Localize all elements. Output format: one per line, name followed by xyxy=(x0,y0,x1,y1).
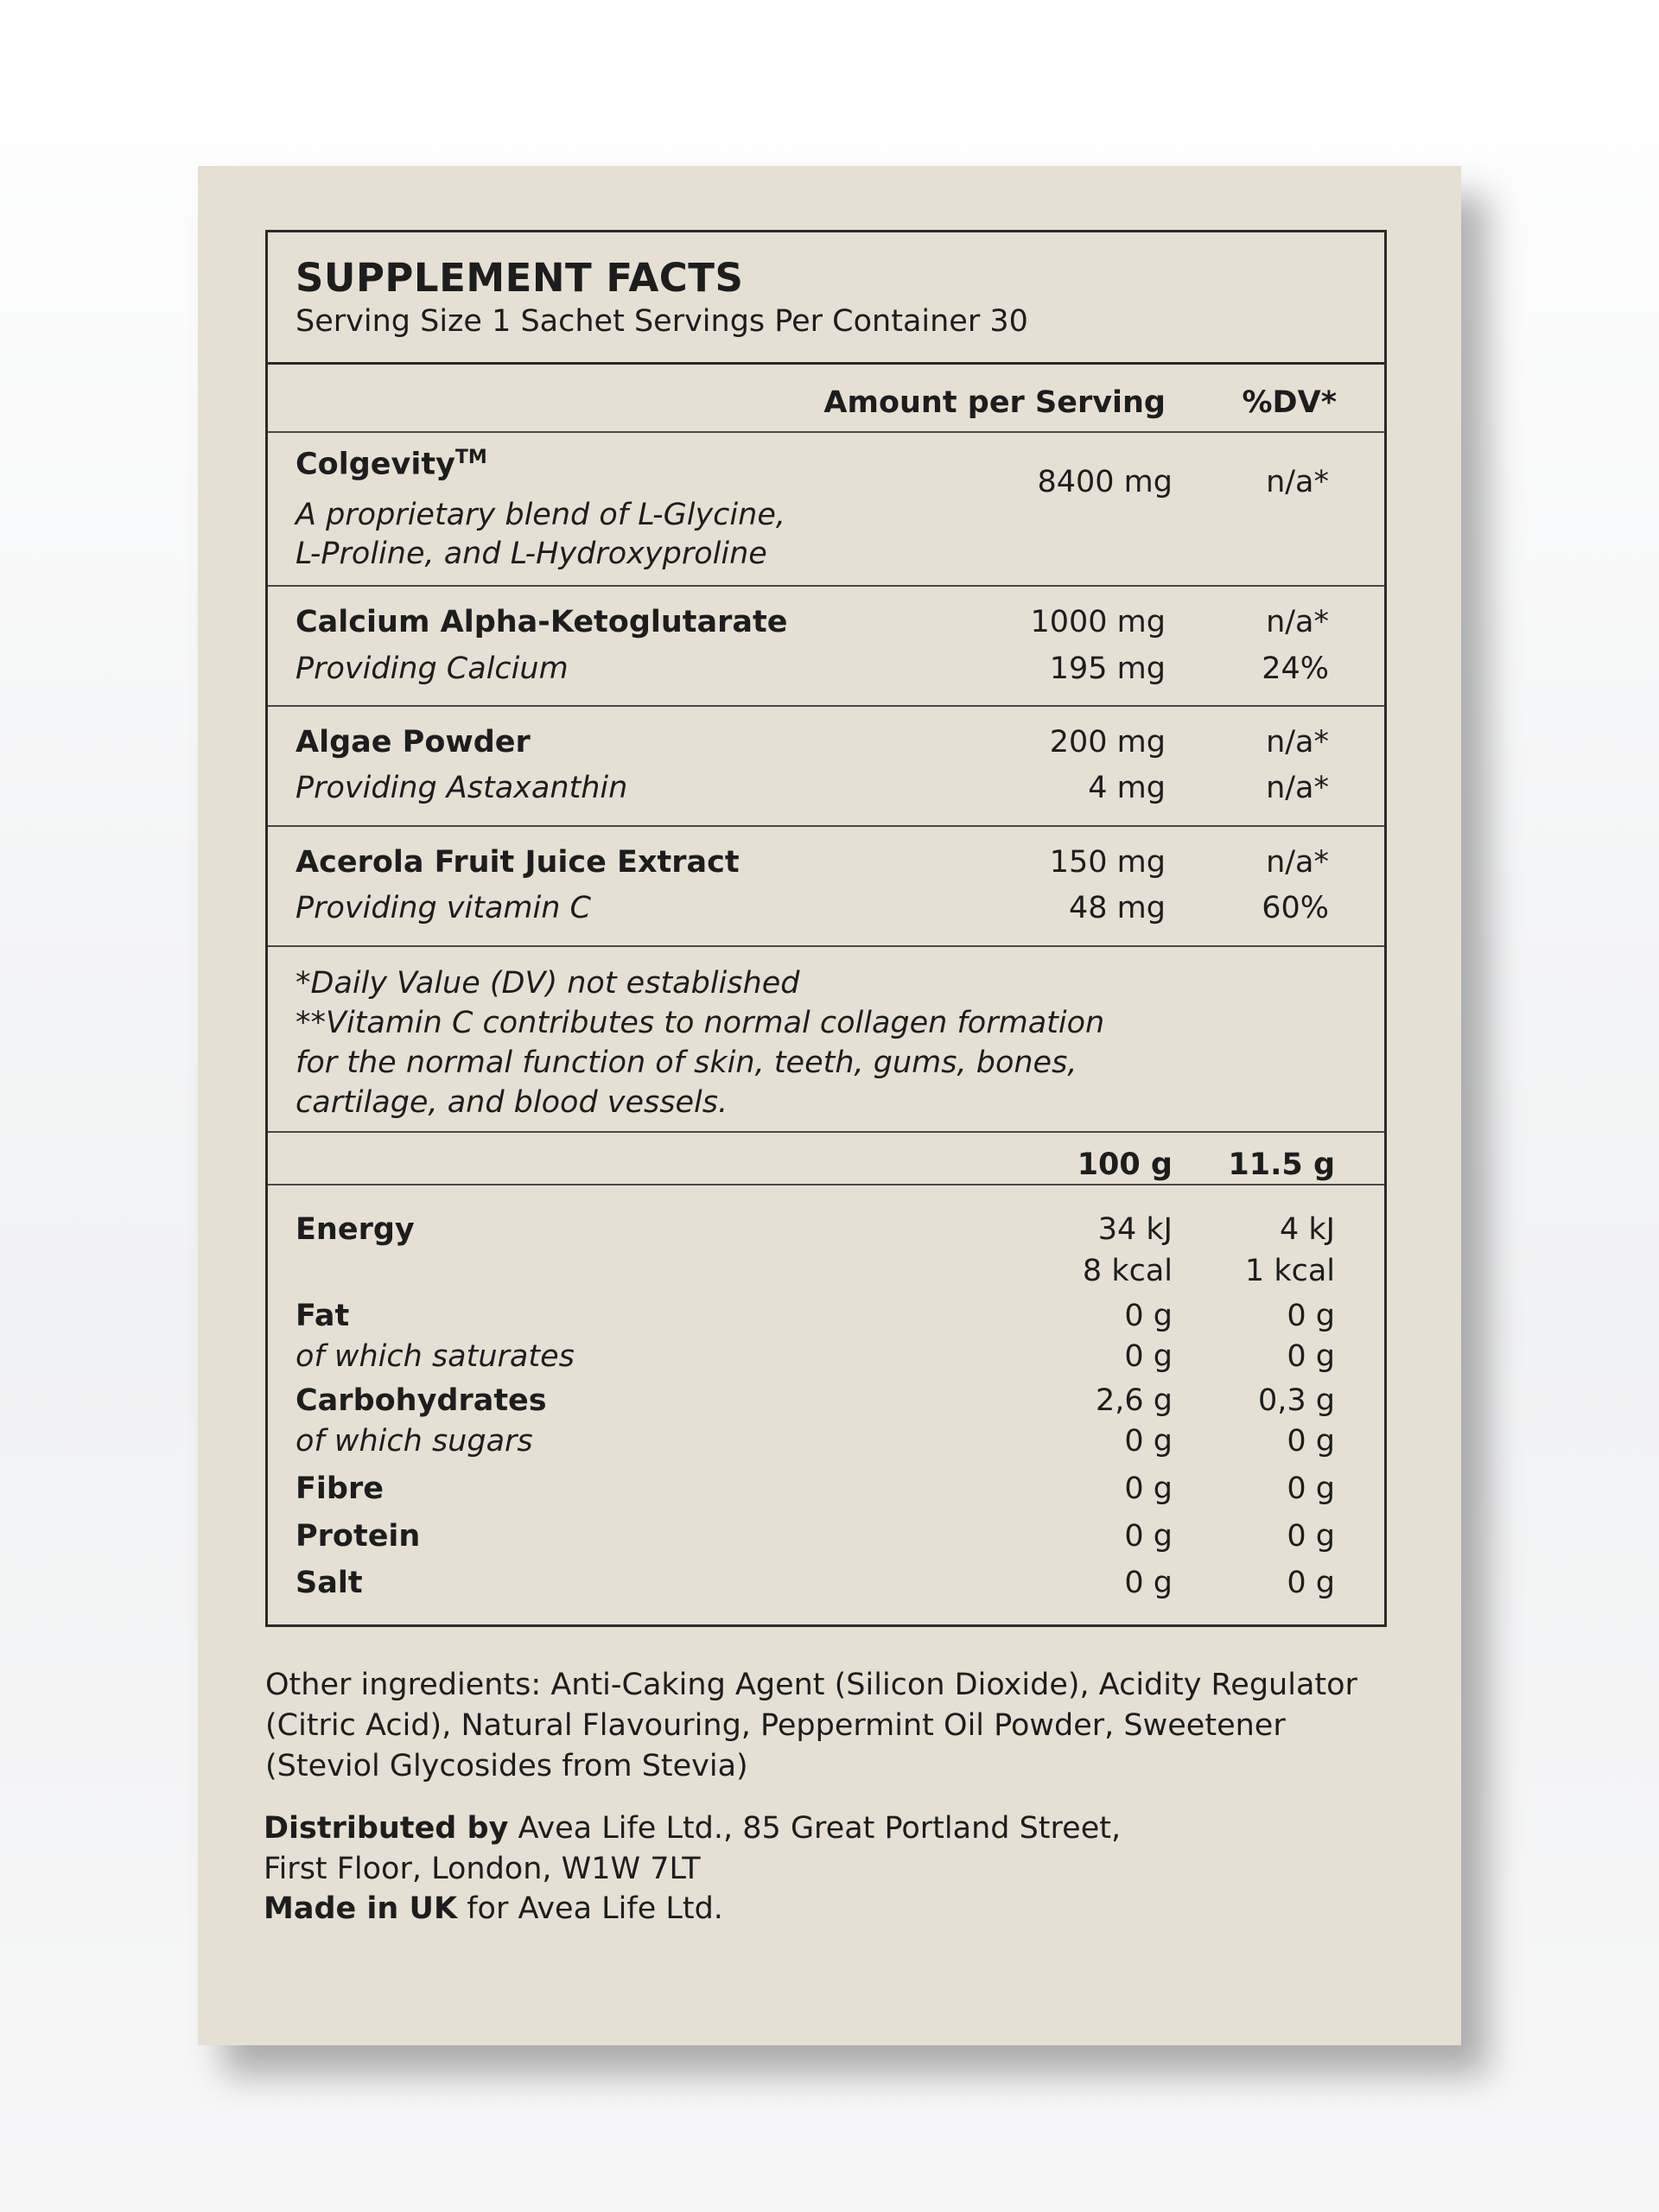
ingredient-sub-name: Providing vitamin C xyxy=(296,891,591,925)
made-label: Made in UK xyxy=(264,1891,458,1926)
nutrient-name: Energy xyxy=(296,1212,415,1247)
footnote: cartilage, and blood vessels. xyxy=(296,1085,728,1120)
nutrient-per-serving: 0 g xyxy=(1287,1424,1335,1459)
nutrient-per-100g: 0 g xyxy=(1124,1339,1173,1374)
footnote: *Daily Value (DV) not established xyxy=(296,966,800,1001)
nutrient-per-serving: 0 g xyxy=(1287,1566,1335,1600)
nutrition-header-serving: 11.5 g xyxy=(1228,1147,1335,1182)
distributor-info xyxy=(264,1808,1121,1890)
ingredient-sub-amount: 195 mg xyxy=(1049,652,1166,686)
nutrient-per-100g: 0 g xyxy=(1124,1566,1173,1600)
nutrient-per-100g: 0 g xyxy=(1124,1471,1173,1506)
other-ingredients-line: (Steviol Glycosides from Stevia) xyxy=(265,1749,748,1783)
nutrient-name: Carbohydrates xyxy=(296,1383,547,1418)
other-ingredients xyxy=(265,1665,1357,1787)
nutrient-name: Fat xyxy=(296,1299,350,1333)
ingredient-sub-amount: 48 mg xyxy=(1069,891,1166,925)
nutrient-name: Salt xyxy=(296,1566,363,1600)
facts-title: SUPPLEMENT FACTS xyxy=(296,255,744,301)
nutrient-name: of which saturates xyxy=(296,1339,575,1374)
ingredient-sub-name: Providing Astaxanthin xyxy=(296,771,628,805)
ingredient-dv: n/a* xyxy=(1266,605,1329,639)
colgevity-dv: n/a* xyxy=(1266,465,1329,499)
ingredient-sub-dv: 60% xyxy=(1262,891,1329,925)
divider xyxy=(268,825,1384,827)
nutrient-name: of which sugars xyxy=(296,1424,533,1459)
ingredient-sub-dv: n/a* xyxy=(1266,771,1329,805)
nutrient-per-100g: 0 g xyxy=(1124,1424,1173,1459)
distributed-address: First Floor, London, W1W 7LT xyxy=(264,1852,701,1886)
ingredient-dv: n/a* xyxy=(1266,845,1329,880)
ingredient-dv: n/a* xyxy=(1266,725,1329,760)
nutrient-per-serving: 4 kJ xyxy=(1280,1212,1335,1247)
colgevity-name: Colgevity™ xyxy=(296,447,487,482)
divider xyxy=(268,585,1384,587)
footnote: **Vitamin C contributes to normal collagen formation xyxy=(296,1006,1105,1040)
ingredient-sub-amount: 4 mg xyxy=(1088,771,1166,805)
ingredient-amount: 200 mg xyxy=(1049,725,1166,760)
label-card xyxy=(198,166,1461,2045)
serving-info: Serving Size 1 Sachet Servings Per Container 30 xyxy=(296,304,1028,339)
header-amount: Amount per Serving xyxy=(823,385,1166,420)
colgevity-desc: L-Proline, and L-Hydroxyproline xyxy=(296,537,767,571)
other-ingredients-line: (Citric Acid), Natural Flavouring, Peppermint Oil Powder, Sweetener xyxy=(265,1708,1286,1743)
divider xyxy=(268,431,1384,433)
ingredient-sub-name: Providing Calcium xyxy=(296,652,569,686)
divider xyxy=(268,945,1384,947)
nutrient-per-100g: 34 kJ xyxy=(1097,1212,1173,1247)
ingredient-amount: 150 mg xyxy=(1049,845,1166,880)
nutrient-name: Fibre xyxy=(296,1471,384,1506)
made-in-info xyxy=(264,1889,723,1929)
colgevity-amount: 8400 mg xyxy=(1037,465,1173,499)
ingredient-name: Acerola Fruit Juice Extract xyxy=(296,845,740,880)
nutrient-per-serving: 0,3 g xyxy=(1257,1383,1335,1418)
nutrient-per-serving: 0 g xyxy=(1287,1519,1335,1554)
divider xyxy=(268,705,1384,707)
divider xyxy=(268,1184,1384,1185)
distributed-text: Avea Life Ltd., 85 Great Portland Street, xyxy=(508,1811,1122,1846)
footnote: for the normal function of skin, teeth, gums, bones, xyxy=(296,1046,1077,1080)
header-dv: %DV* xyxy=(1242,385,1337,420)
nutrient-per-100g: 8 kcal xyxy=(1082,1254,1173,1288)
ingredient-name: Algae Powder xyxy=(296,725,531,760)
nutrient-per-100g: 2,6 g xyxy=(1095,1383,1173,1418)
ingredient-sub-dv: 24% xyxy=(1262,652,1329,686)
divider xyxy=(268,362,1384,365)
nutrient-per-serving: 1 kcal xyxy=(1244,1254,1335,1288)
supplement-facts-panel xyxy=(265,230,1387,1627)
made-text: for Avea Life Ltd. xyxy=(457,1891,723,1926)
nutrient-per-serving: 0 g xyxy=(1287,1471,1335,1506)
nutrient-name: Protein xyxy=(296,1519,421,1554)
nutrition-header-100g: 100 g xyxy=(1077,1147,1173,1182)
distributed-label: Distributed by xyxy=(264,1811,509,1846)
nutrient-per-100g: 0 g xyxy=(1124,1299,1173,1333)
ingredient-name: Calcium Alpha-Ketoglutarate xyxy=(296,605,788,639)
nutrient-per-serving: 0 g xyxy=(1287,1339,1335,1374)
nutrient-per-serving: 0 g xyxy=(1287,1299,1335,1333)
nutrient-per-100g: 0 g xyxy=(1124,1519,1173,1554)
colgevity-desc: A proprietary blend of L-Glycine, xyxy=(296,498,785,532)
other-ingredients-line: Other ingredients: Anti-Caking Agent (Silicon Dioxide), Acidity Regulator xyxy=(265,1668,1357,1702)
divider xyxy=(268,1131,1384,1133)
ingredient-amount: 1000 mg xyxy=(1030,605,1166,639)
